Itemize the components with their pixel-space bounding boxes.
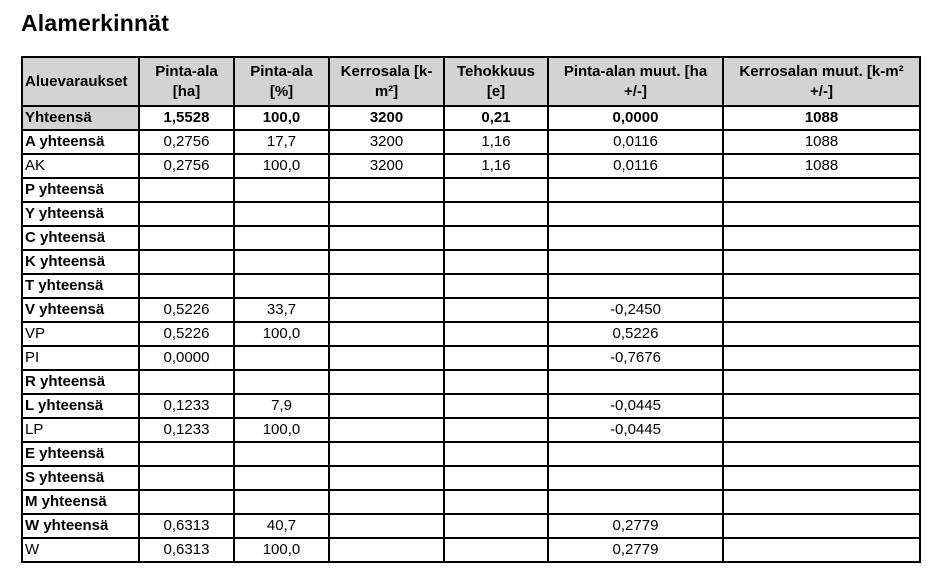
cell-pinta-alan-muutos: 0,2779 <box>549 515 724 539</box>
table-row <box>23 251 921 275</box>
table-body <box>23 107 921 563</box>
cell-pinta-ala-percent: 33,7 <box>235 299 330 323</box>
cell-kerrosala <box>330 395 445 419</box>
table-row <box>23 203 921 227</box>
cell-pinta-ala-ha: 0,1233 <box>140 419 235 443</box>
cell-aluevaraus: R yhteensä <box>23 371 140 395</box>
cell-pinta-ala-ha: 0,6313 <box>140 515 235 539</box>
column-header-aluevaraukset: Aluevaraukset <box>23 58 140 107</box>
cell-pinta-alan-muutos: 0,5226 <box>549 323 724 347</box>
cell-kerrosalan-muutos <box>724 467 921 491</box>
cell-kerrosala <box>330 299 445 323</box>
cell-aluevaraus: PI <box>23 347 140 371</box>
table-row <box>23 107 921 131</box>
cell-tehokkuus: 1,16 <box>445 131 549 155</box>
cell-pinta-ala-percent <box>235 275 330 299</box>
cell-tehokkuus <box>445 299 549 323</box>
cell-kerrosala <box>330 203 445 227</box>
cell-aluevaraus: AK <box>23 155 140 179</box>
cell-tehokkuus <box>445 179 549 203</box>
cell-pinta-ala-ha: 1,5528 <box>140 107 235 131</box>
cell-tehokkuus <box>445 443 549 467</box>
cell-kerrosalan-muutos: 1088 <box>724 131 921 155</box>
cell-tehokkuus <box>445 203 549 227</box>
table-row <box>23 347 921 371</box>
cell-pinta-ala-ha: 0,2756 <box>140 155 235 179</box>
table-row <box>23 467 921 491</box>
cell-tehokkuus <box>445 251 549 275</box>
cell-pinta-ala-percent <box>235 491 330 515</box>
cell-pinta-ala-percent <box>235 227 330 251</box>
cell-tehokkuus <box>445 227 549 251</box>
cell-pinta-alan-muutos: -0,2450 <box>549 299 724 323</box>
cell-pinta-ala-ha <box>140 491 235 515</box>
cell-kerrosalan-muutos <box>724 491 921 515</box>
cell-pinta-ala-ha <box>140 275 235 299</box>
cell-pinta-alan-muutos <box>549 275 724 299</box>
table-row <box>23 179 921 203</box>
table-row <box>23 155 921 179</box>
cell-pinta-alan-muutos: -0,0445 <box>549 395 724 419</box>
column-header-pinta-ala-ha: Pinta-ala [ha] <box>140 58 235 107</box>
cell-pinta-ala-ha: 0,5226 <box>140 299 235 323</box>
cell-kerrosalan-muutos <box>724 443 921 467</box>
cell-pinta-ala-percent: 100,0 <box>235 539 330 563</box>
cell-kerrosala <box>330 539 445 563</box>
cell-pinta-alan-muutos: 0,0116 <box>549 131 724 155</box>
cell-aluevaraus: Y yhteensä <box>23 203 140 227</box>
cell-kerrosala <box>330 275 445 299</box>
column-header-pinta-ala-percent: Pinta-ala [%] <box>235 58 330 107</box>
cell-aluevaraus: VP <box>23 323 140 347</box>
cell-tehokkuus <box>445 515 549 539</box>
cell-kerrosalan-muutos: 1088 <box>724 107 921 131</box>
cell-kerrosalan-muutos <box>724 419 921 443</box>
cell-pinta-ala-percent <box>235 347 330 371</box>
cell-aluevaraus: LP <box>23 419 140 443</box>
area-summary-table <box>21 56 921 563</box>
cell-pinta-alan-muutos: 0,0000 <box>549 107 724 131</box>
table-header-row <box>23 58 921 107</box>
cell-aluevaraus: W yhteensä <box>23 515 140 539</box>
cell-tehokkuus <box>445 371 549 395</box>
cell-pinta-ala-ha: 0,6313 <box>140 539 235 563</box>
cell-pinta-ala-ha: 0,2756 <box>140 131 235 155</box>
cell-kerrosala <box>330 467 445 491</box>
table-row <box>23 419 921 443</box>
cell-aluevaraus: P yhteensä <box>23 179 140 203</box>
table-row <box>23 539 921 563</box>
cell-pinta-ala-percent <box>235 251 330 275</box>
cell-pinta-ala-percent: 7,9 <box>235 395 330 419</box>
cell-kerrosala: 3200 <box>330 107 445 131</box>
cell-pinta-ala-percent: 100,0 <box>235 323 330 347</box>
cell-tehokkuus <box>445 419 549 443</box>
cell-kerrosala <box>330 347 445 371</box>
cell-kerrosala <box>330 371 445 395</box>
cell-pinta-alan-muutos: -0,0445 <box>549 419 724 443</box>
cell-kerrosala <box>330 419 445 443</box>
cell-kerrosalan-muutos <box>724 515 921 539</box>
cell-kerrosalan-muutos <box>724 347 921 371</box>
cell-pinta-ala-ha <box>140 251 235 275</box>
cell-aluevaraus: C yhteensä <box>23 227 140 251</box>
cell-pinta-ala-ha <box>140 371 235 395</box>
cell-kerrosala <box>330 491 445 515</box>
cell-tehokkuus: 1,16 <box>445 155 549 179</box>
cell-tehokkuus <box>445 323 549 347</box>
cell-pinta-ala-ha <box>140 203 235 227</box>
cell-aluevaraus: M yhteensä <box>23 491 140 515</box>
table-row <box>23 131 921 155</box>
cell-pinta-ala-percent <box>235 203 330 227</box>
cell-pinta-alan-muutos <box>549 467 724 491</box>
column-header-tehokkuus: Tehokkuus [e] <box>445 58 549 107</box>
cell-aluevaraus: E yhteensä <box>23 443 140 467</box>
cell-tehokkuus <box>445 467 549 491</box>
cell-pinta-ala-percent: 40,7 <box>235 515 330 539</box>
cell-pinta-alan-muutos <box>549 251 724 275</box>
column-header-pinta-alan-muutos: Pinta-alan muut. [ha +/-] <box>549 58 724 107</box>
cell-kerrosalan-muutos <box>724 539 921 563</box>
cell-tehokkuus <box>445 395 549 419</box>
cell-kerrosala: 3200 <box>330 155 445 179</box>
cell-pinta-ala-ha: 0,1233 <box>140 395 235 419</box>
cell-kerrosalan-muutos <box>724 395 921 419</box>
table-row <box>23 491 921 515</box>
table-row <box>23 515 921 539</box>
cell-kerrosalan-muutos <box>724 227 921 251</box>
page-title: Alamerkinnät <box>21 10 170 36</box>
cell-aluevaraus: S yhteensä <box>23 467 140 491</box>
cell-pinta-ala-ha <box>140 467 235 491</box>
cell-pinta-alan-muutos <box>549 371 724 395</box>
table-row <box>23 299 921 323</box>
cell-pinta-ala-percent: 17,7 <box>235 131 330 155</box>
column-header-kerrosalan-muutos: Kerrosalan muut. [k-m² +/-] <box>724 58 921 107</box>
cell-aluevaraus: W <box>23 539 140 563</box>
cell-pinta-ala-percent <box>235 371 330 395</box>
cell-pinta-ala-ha <box>140 227 235 251</box>
cell-kerrosalan-muutos <box>724 299 921 323</box>
cell-kerrosala <box>330 227 445 251</box>
cell-aluevaraus: V yhteensä <box>23 299 140 323</box>
cell-kerrosalan-muutos <box>724 203 921 227</box>
cell-aluevaraus: Yhteensä <box>23 107 140 131</box>
cell-pinta-ala-ha: 0,5226 <box>140 323 235 347</box>
cell-kerrosalan-muutos <box>724 371 921 395</box>
cell-tehokkuus <box>445 275 549 299</box>
cell-pinta-alan-muutos <box>549 179 724 203</box>
cell-kerrosalan-muutos <box>724 251 921 275</box>
cell-pinta-ala-percent <box>235 179 330 203</box>
cell-aluevaraus: L yhteensä <box>23 395 140 419</box>
cell-kerrosalan-muutos <box>724 323 921 347</box>
cell-aluevaraus: K yhteensä <box>23 251 140 275</box>
cell-pinta-ala-ha: 0,0000 <box>140 347 235 371</box>
cell-pinta-alan-muutos: 0,2779 <box>549 539 724 563</box>
cell-pinta-alan-muutos <box>549 227 724 251</box>
cell-pinta-ala-percent: 100,0 <box>235 419 330 443</box>
table-row <box>23 227 921 251</box>
cell-pinta-ala-percent: 100,0 <box>235 155 330 179</box>
cell-tehokkuus <box>445 539 549 563</box>
table-row <box>23 395 921 419</box>
cell-kerrosala <box>330 251 445 275</box>
cell-tehokkuus: 0,21 <box>445 107 549 131</box>
cell-pinta-ala-percent <box>235 467 330 491</box>
cell-pinta-ala-percent <box>235 443 330 467</box>
cell-pinta-alan-muutos <box>549 491 724 515</box>
cell-pinta-alan-muutos <box>549 443 724 467</box>
cell-kerrosala <box>330 323 445 347</box>
cell-pinta-ala-ha <box>140 443 235 467</box>
cell-aluevaraus: A yhteensä <box>23 131 140 155</box>
column-header-kerrosala: Kerrosala [k-m²] <box>330 58 445 107</box>
cell-pinta-alan-muutos <box>549 203 724 227</box>
cell-kerrosala <box>330 515 445 539</box>
cell-pinta-alan-muutos: -0,7676 <box>549 347 724 371</box>
cell-kerrosala: 3200 <box>330 131 445 155</box>
cell-kerrosalan-muutos <box>724 275 921 299</box>
cell-tehokkuus <box>445 491 549 515</box>
cell-kerrosalan-muutos: 1088 <box>724 155 921 179</box>
cell-kerrosala <box>330 179 445 203</box>
cell-kerrosalan-muutos <box>724 179 921 203</box>
cell-pinta-ala-ha <box>140 179 235 203</box>
table-row <box>23 323 921 347</box>
table-row <box>23 443 921 467</box>
cell-pinta-ala-percent: 100,0 <box>235 107 330 131</box>
table-row <box>23 371 921 395</box>
cell-pinta-alan-muutos: 0,0116 <box>549 155 724 179</box>
cell-aluevaraus: T yhteensä <box>23 275 140 299</box>
cell-tehokkuus <box>445 347 549 371</box>
table-row <box>23 275 921 299</box>
cell-kerrosala <box>330 443 445 467</box>
